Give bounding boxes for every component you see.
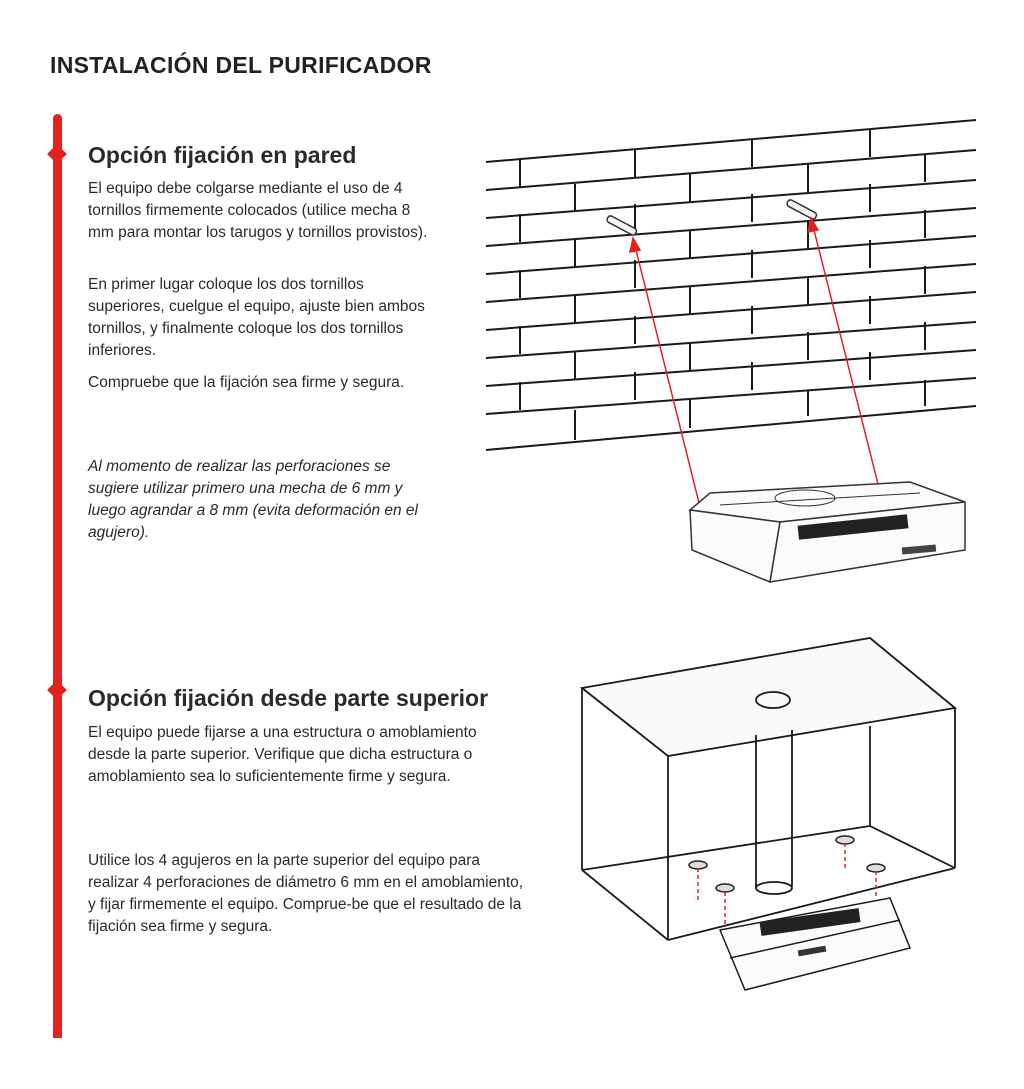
section-2-marker-icon bbox=[47, 680, 67, 700]
section-2-paragraph-2: Utilice los 4 agujeros en la parte superior del equipo para realizar 4 perforaciones de diámetro 6 mm en el amoblamiento, y fijar firmemente el equipo. Comprue-be que el resultado de la fijación sea firme y segura. bbox=[88, 852, 524, 935]
section-1-paragraph-2: En primer lugar coloque los dos tornillos superiores, cuelgue el equipo, ajuste bien ambos tornillos, y finalmente coloque los dos tornillos inferiores. bbox=[88, 276, 425, 359]
page-title: INSTALACIÓN DEL PURIFICADOR bbox=[50, 52, 432, 78]
section-2-paragraph-1: El equipo puede fijarse a una estructura o amoblamiento desde la parte superior. Verifique que dicha estructura o amoblamiento sea lo suficientemente firme y segura. bbox=[88, 724, 477, 785]
top-mount-illustration bbox=[570, 630, 970, 1010]
section-1-paragraph-1: El equipo debe colgarse mediante el uso de 4 tornillos firmemente colocados (utilice mecha 8 mm para montar los tarugos y tornillos provistos). bbox=[88, 180, 428, 241]
section-1-marker-icon bbox=[47, 144, 67, 164]
screw-icon bbox=[606, 199, 818, 236]
section-1-note: Al momento de realizar las perforaciones se sugiere utilizar primero una mecha de 6 mm y luego agrandar a 8 mm (evita deformación en el agujero). bbox=[88, 458, 418, 541]
section-1-paragraph-3: Compruebe que la fijación sea firme y segura. bbox=[88, 374, 405, 391]
section-2-heading: Opción fijación desde parte superior bbox=[88, 685, 489, 711]
section-1-heading: Opción fijación en pared bbox=[88, 142, 357, 168]
wall-mount-illustration bbox=[480, 110, 980, 590]
red-timeline-rail bbox=[53, 114, 62, 1038]
